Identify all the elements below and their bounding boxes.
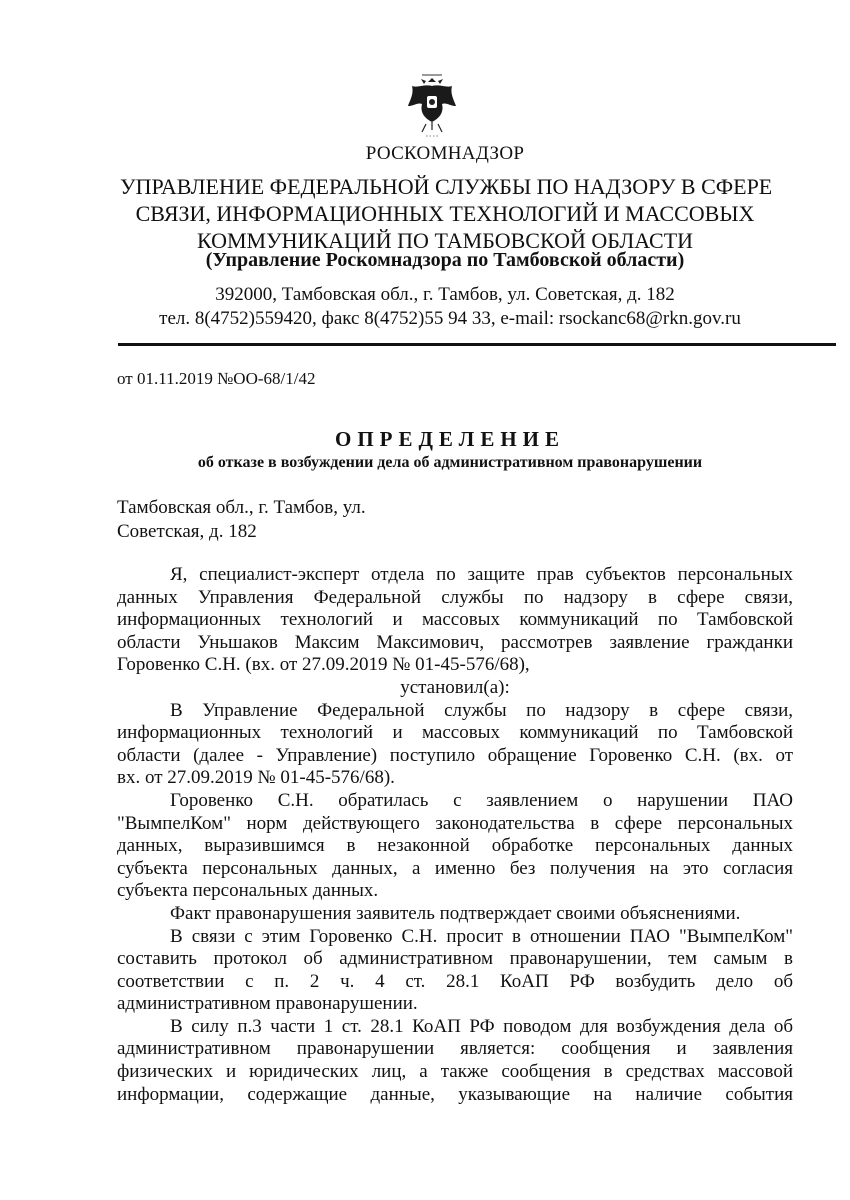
body-line: области (далее - Управление) поступило обращение Горовенко С.Н. (вх. от <box>117 744 793 766</box>
body-line: Я, специалист-эксперт отдела по защите прав субъектов персональных <box>170 564 793 585</box>
place-line: Советская, д. 182 <box>117 521 257 542</box>
agency-full-name-line: УПРАВЛЕНИЕ ФЕДЕРАЛЬНОЙ СЛУЖБЫ ПО НАДЗОРУ В СФЕРЕ <box>120 174 773 199</box>
agency-abbreviated-name: (Управление Роскомнадзора по Тамбовской области) <box>205 249 685 271</box>
body-line: информационных технологий и массовых коммуникаций по Тамбовской <box>117 722 793 744</box>
body-line: В силу п.3 части 1 ст. 28.1 КоАП РФ поводом для возбуждения дела об <box>170 1015 793 1037</box>
agency-short-name: РОСКОМНАДЗОР <box>365 143 525 164</box>
agency-contacts: тел. 8(4752)559420, факс 8(4752)55 94 33, e-mail: rsockanc68@rkn.gov.ru <box>159 308 741 329</box>
body-line: Горовенко С.Н. обратилась с заявлением о нарушении ПАО <box>170 789 793 811</box>
body-line: Горовенко С.Н. (вх. от 27.09.2019 № 01-45-576/68), <box>117 654 530 676</box>
body-line: Факт правонарушения заявитель подтверждает своими объяснениями. <box>170 902 741 924</box>
document-body <box>117 564 793 1106</box>
body-line: административном правонарушении является: сообщения и заявления <box>117 1038 793 1060</box>
body-line: соответствии с п. 2 ч. 4 ст. 28.1 КоАП РФ возбудить дело об <box>117 970 793 992</box>
body-line: установил(а): <box>400 676 510 698</box>
body-line: субъекта персональных данных, а именно без получения на это согласия <box>117 857 793 879</box>
agency-address: 392000, Тамбовская обл., г. Тамбов, ул. Советская, д. 182 <box>215 284 675 305</box>
body-line: административном правонарушении. <box>117 993 418 1015</box>
body-line: В Управление Федеральной службы по надзору в сфере связи, <box>170 699 793 721</box>
body-line: области Уньшаков Максим Максимович, рассмотрев заявление гражданки <box>117 631 793 653</box>
document-subtitle: об отказе в возбуждении дела об административном правонарушении <box>197 454 703 471</box>
russian-coat-of-arms-icon <box>404 72 460 140</box>
place-of-issue <box>117 496 366 544</box>
document-title: ОПРЕДЕЛЕНИЕ <box>334 427 565 451</box>
header-divider <box>118 343 836 346</box>
body-line: В связи с этим Горовенко С.Н. просит в отношении ПАО "ВымпелКом" <box>170 925 793 947</box>
body-line: вх. от 27.09.2019 № 01-45-576/68). <box>117 767 395 789</box>
body-line: информационных технологий и массовых коммуникаций по Тамбовской <box>117 609 793 631</box>
agency-full-name-line: КОММУНИКАЦИЙ ПО ТАМБОВСКОЙ ОБЛАСТИ <box>196 228 694 253</box>
agency-full-name <box>120 173 773 254</box>
body-line: составить протокол об административном правонарушении, тем самым в <box>117 948 793 970</box>
body-line: данных, выразившимся в незаконной обработке персональных данных <box>117 835 793 857</box>
body-line: данных Управления Федеральной службы по надзору в сфере связи, <box>117 586 793 608</box>
body-line: "ВымпелКом" норм действующего законодательства в сфере персональных <box>117 812 793 834</box>
agency-full-name-line: СВЯЗИ, ИНФОРМАЦИОННЫХ ТЕХНОЛОГИЙ И МАССОВЫХ <box>135 201 755 226</box>
place-line: Тамбовская обл., г. Тамбов, ул. <box>117 497 366 518</box>
body-line: субъекта персональных данных. <box>117 880 379 902</box>
document-reference: от 01.11.2019 №ОО-68/1/42 <box>117 369 316 388</box>
body-line: информации, содержащие данные, указывающие на наличие события <box>117 1083 793 1105</box>
body-line: физических и юридических лиц, а также сообщения в средствах массовой <box>117 1061 793 1083</box>
